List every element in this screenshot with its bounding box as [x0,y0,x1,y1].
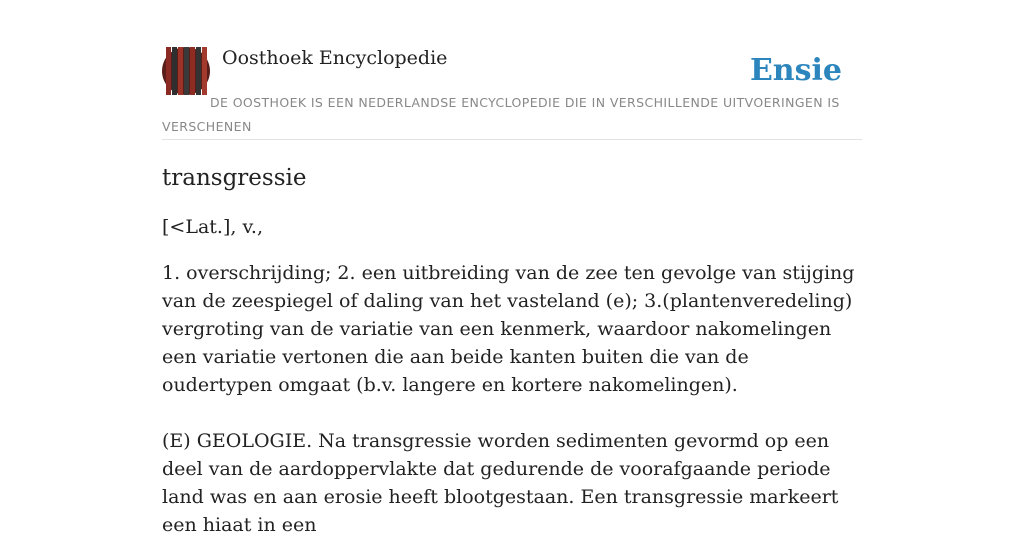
avatar[interactable] [162,47,210,95]
source-name-link[interactable]: Oosthoek Encyclopedie [222,47,448,69]
entry-geology-paragraph: (E) GEOLOGIE. Na transgressie worden sedimenten gevormd op een deel van de aardoppervlakte dat gedurende de voorafgaande periode land was en aan erosie heeft blootgestaan. Een transgressie markeert een hiaat in een [162,430,839,536]
entry-term: transgressie [162,165,307,191]
source-tagline: DE OOSTHOEK IS EEN NEDERLANDSE ENCYCLOPEDIE DIE IN VERSCHILLENDE UITVOERINGEN IS VERSCHENEN [162,95,840,134]
entry-definition: 1. overschrijding; 2. een uitbreiding van de zee ten gevolge van stijging van de zeespiegel of daling van het vasteland (e); 3.(plantenveredeling) vergroting van de variatie van een kenmerk, waardoor nakomelingen een variatie vertonen die aan beide kanten buiten die van de oudertypen omgaat (b.v. langere en kortere nakomelingen). [162,262,855,396]
entry-content [162,161,862,539]
brand-logo-link[interactable]: Ensie [749,53,842,88]
paragraph-spacer [162,399,862,427]
entry-etymology: [<Lat.], v., [162,216,264,238]
header-divider [162,139,862,140]
